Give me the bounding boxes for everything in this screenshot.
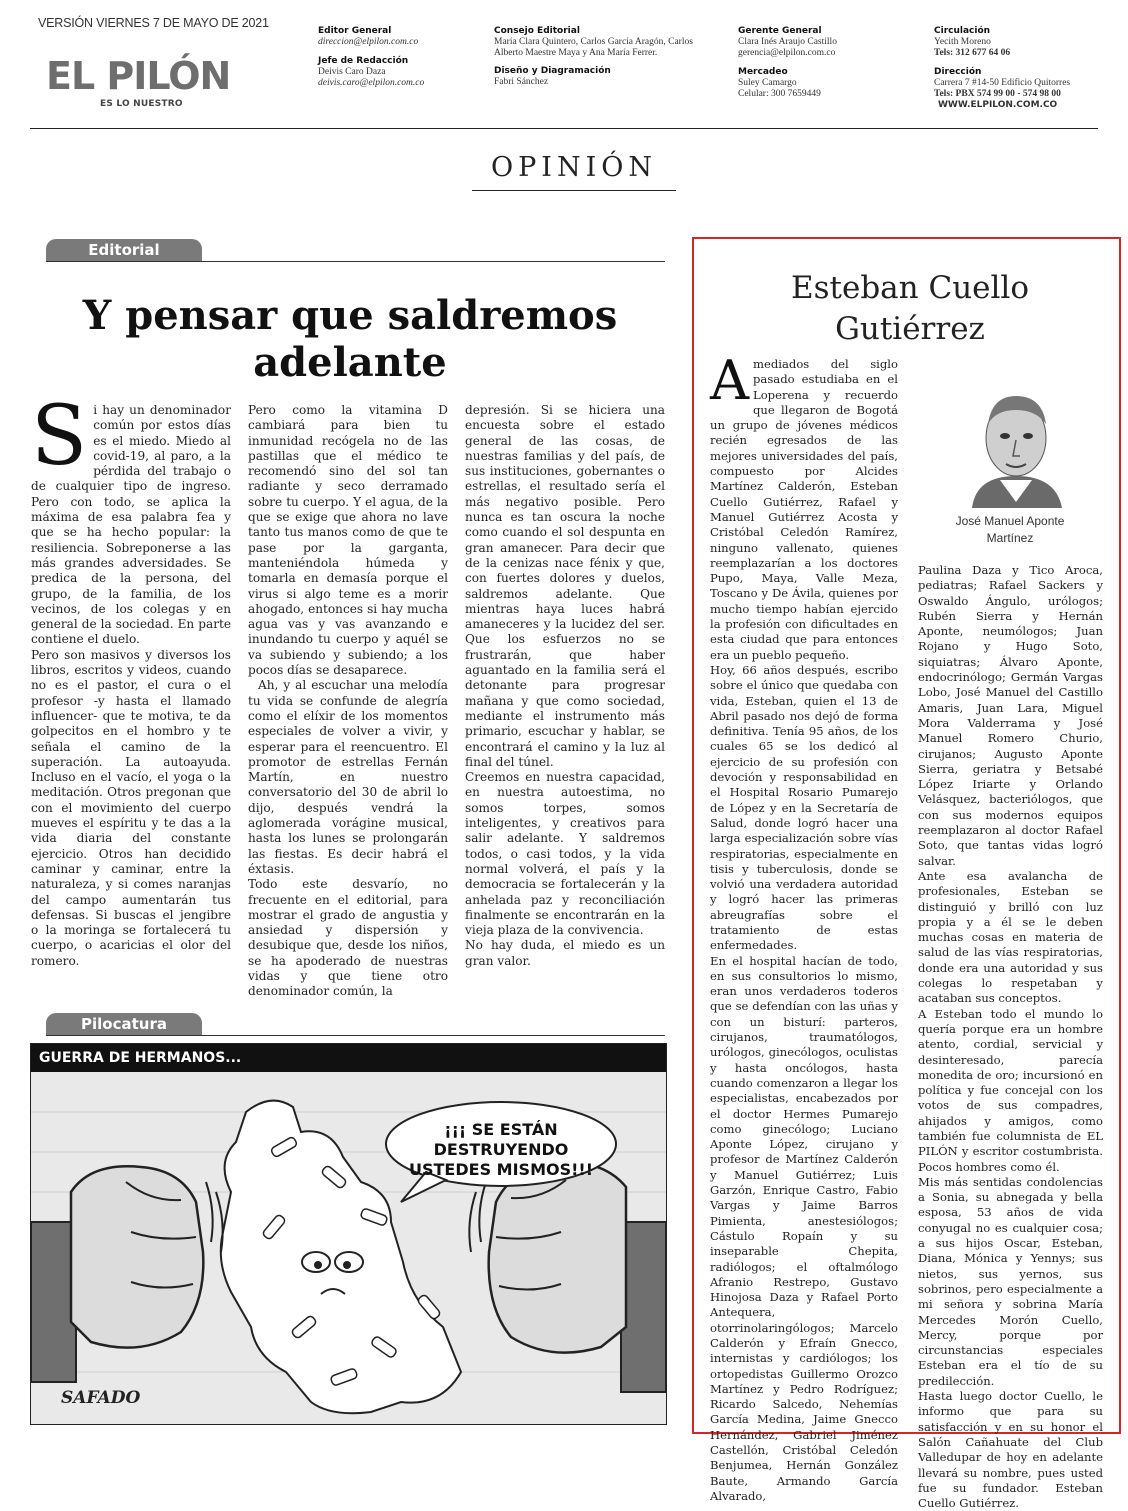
columnist-photo xyxy=(962,384,1070,508)
masthead-editor xyxy=(318,26,478,89)
masthead-direccion-title: Dirección xyxy=(934,67,982,77)
header-divider xyxy=(30,128,1098,129)
editorial-column-1 xyxy=(31,389,231,983)
editorial-column-3 xyxy=(465,403,665,983)
masthead-circulacion xyxy=(934,26,1114,111)
masthead-editor-email[interactable]: direccion@elpilon.com.co xyxy=(318,37,419,47)
newspaper-logo[interactable]: EL PILÓN xyxy=(46,54,231,98)
column-dropcap: A xyxy=(710,349,749,412)
editorial-column-2 xyxy=(248,403,448,999)
column-paragraph: En el hospital hacían de todo, en sus consultorios lo mismo, eran unos verdaderos toderos que se defendían con las uñas y con un bisturí: parteros, cirujanos, traumatólogos, urólogos, ginecólogos, oculistas y hasta oncólogos, hasta cuando comenzaron a llegar los especialistas, encabezados por el doctor Hermes Pumarejo como ginecólogo; Luciano Aponte López, cirujano y profesor de Martínez Calderón y Manuel Gutiérrez; Luis Garzón, Enrique Castro, Fabio Vargas y Jaime Barros Pimienta, anestesiólogos; Cástulo Ropaín y su inseparable Chepita, radiólogos; el oftalmólogo Afranio Restrepo, Gustavo Hinojosa Daza y Rafael Porto Antequera, otorrinolaringólogos; Marcelo Calderón y Efraín Gnecco, internistas y cardiólogos; los ortopedistas Guillermo Orozco Martínez y Pedro Rodríguez; Ricardo Salcedo, Nehemías García Medina, Jaime Gnecco Hernández, Gabriel Jiménez Castellón, Cristóbal Celedón Benjumea, Hernán González Baute, Armando García Alvarado, xyxy=(710,953,898,1503)
masthead-editor-title: Editor General xyxy=(318,26,392,36)
masthead-consejo-names: María Clara Quintero, Carlos García Aragón, Carlos Alberto Maestre Maya y Ana María Ferrer. xyxy=(494,37,693,58)
logo-slogan: ES LO NUESTRO xyxy=(100,99,183,109)
section-title-underline xyxy=(472,190,676,191)
masthead-consejo-title: Consejo Editorial xyxy=(494,26,580,36)
author-line-1: Esteban Cuello xyxy=(790,270,1029,306)
column-author-title xyxy=(700,268,1120,350)
editorial-dropcap: S xyxy=(31,389,88,484)
edition-date: VERSIÓN VIERNES 7 DE MAYO DE 2021 xyxy=(38,16,269,30)
editorial-paragraph: Creemos en nuestra capacidad, en nuestra autoestima, no somos torpes, somos inteligentes, y creativos para salir adelante. Y saldremos todos, o casi todos, y la vida normal volverá, el país y la democracia se fortalecerán y la anhelada paz y reconciliación finalmente se encontrarán en la vieja plaza de la convivencia. xyxy=(465,770,665,938)
column-paragraph: Ante esa avalancha de profesionales, Esteban se distinguió y brilló con luz propia y a él se le deben muchas cosas en materia de salud de las vías respiratorias, donde era una autoridad y sus colegas lo respetaban y acataban sus conceptos. xyxy=(918,868,1103,1006)
editorial-paragraph: Todo este desvarío, no frecuente en el editorial, para mostrar el grado de angustia y ansiedad y dispersión y desubique que, desde los niños, se ha apoderado de nuestras vidas y que tiene otro denominador común, la xyxy=(248,877,448,999)
editorial-rule xyxy=(46,261,665,262)
masthead-gerente-title: Gerente General xyxy=(738,26,822,36)
masthead-circulacion-name: Yecith Moreno xyxy=(934,37,991,47)
column-right-text xyxy=(918,563,1103,1511)
masthead-gerente-email[interactable]: gerencia@elpilon.com.co xyxy=(738,48,836,58)
headline-line-2: adelante xyxy=(253,339,447,386)
masthead-website-link[interactable]: WWW.ELPILON.COM.CO xyxy=(938,100,1058,110)
masthead-redaccion-email[interactable]: deivis.caro@elpilon.com.co xyxy=(318,78,425,88)
editorial-headline xyxy=(40,292,660,386)
masthead-direccion-address: Carrera 7 #14-50 Edificio Quitorres xyxy=(934,78,1071,88)
editorial-paragraph: Pero como la vitamina D cambiará para bien tu inmunidad recógela no de las pastillas que el médico te recomendó sino del sol tan radiante y seco derramado sobre tu cuerpo. Y el agua, de la que se exige que ahora no lave tanto tus manos como de que te pase por la garganta, manteniéndola húmeda y tomarla en demasía porque el virus si algo teme es a morir ahogado, entonces si hay mucha agua vas y vas avanzando e inundando tu cuerpo y aquél se va subiendo y subiendo; a los pocos días se desaparece. xyxy=(248,403,448,678)
column-paragraph: Hoy, 66 años después, escribo sobre el único que quedaba con vida, Esteban, quien el 13 de Abril pasado nos dejó de forma definitiva. Tenía 95 años, de los cuales 65 se los dedicó al ejercicio de su profesión con devoción y responsabilidad en el Hospital Rosario Pumarejo de López y en la Secretaría de Salud, donde logró hacer una larga especialización sobre vías respiratorias, especialmente en tisis y tuberculosis, donde se volvió una verdadera autoridad y logró hacer las primeras abreugrafías sobre el tratamiento de estas enfermedades. xyxy=(710,662,898,953)
editorial-paragraph: depresión. Si se hiciera una encuesta sobre el estado general de las cosas, de nuestras familias y del país, de sus instituciones, gobernantes o estrellas, el resultado sería el más negativo posible. Pero nunca es tan oscura la noche como cuando el sol despunta en gran amanecer. Para decir que de la cenizas nace fénix y que, con fuertes dolores y duelos, saldremos adelante. Que mientras haya luces habrá amaneceres y la lucidez del ser. Que los esfuerzos no se frustrarán, que haber aguantado en la familia será el detonante para progresar mañana y que como sociedad, mediante el instrumento más primario, escuchar y hablar, se encontrará el camino y la luz al final del túnel. xyxy=(465,403,665,769)
pilocatura-rule xyxy=(46,1035,665,1036)
column-paragraph: mediados del siglo pasado estudiaba en el Loperena y recuerdo que llegaron de Bogotá un grupo de jóvenes médicos recién egresados de las mejores universidades del país, compuesto por Alcides Martínez Calderón, Esteban Cuello Gutiérrez, Rafael y Manuel Gutiérrez Acosta y Cristóbal Celedón Ramírez, ninguno vallenato, quienes reemplazarían a los doctores Pupo, Maya, Valle Meza, Toscano y De Ávila, quienes por mucho tiempo habían ejercido la profesión con dificultades en esta ciudad que para entonces era un pueblo pequeño. xyxy=(710,357,898,662)
headline-line-1: Y pensar que saldremos xyxy=(82,292,618,339)
author-line-2: Gutiérrez xyxy=(835,311,985,347)
masthead-consejo xyxy=(494,26,709,88)
cartoonist-signature: SAFADO xyxy=(61,1388,141,1408)
masthead-mercadeo-phone: Celular: 300 7659449 xyxy=(738,89,821,99)
section-title: OPINIÓN xyxy=(490,152,658,183)
cartoon-title: GUERRA DE HERMANOS... xyxy=(31,1044,666,1072)
column-paragraph: Paulina Daza y Tico Aroca, pediatras; Rafael Sackers y Oswaldo Ángulo, urólogos; Rubén Sierra y Hernán Aponte, neumólogos; Juan Rojano y Hugo Soto, siquiatras; Álvaro Aponte, endocrinólogo; Germán Vargas Lobo, José Manuel del Castillo Amaris, Juan Lara, Miguel Mora Valderrama y José Manuel Romero Churio, cirujanos; Augusto Aponte Sierra, geriatra y Betsabé López Iriarte y Orlando Velásquez, bacteriólogos, que con sus modernos equipos reemplazaron al doctor Rafael Soto, que tantas vidas logró salvar. xyxy=(918,563,1103,868)
photo-caption-line-2: Martínez xyxy=(986,531,1034,545)
speech-line-2: USTEDES MISMOS!!! xyxy=(409,1160,593,1179)
masthead-diseno-name: Fabri Sánchez xyxy=(494,77,549,87)
photo-caption xyxy=(920,513,1100,547)
masthead-mercadeo-title: Mercadeo xyxy=(738,67,788,77)
editorial-paragraph: Ah, y al escuchar una melodía tu vida se confunde de alegría como el elíxir de los momentos especiales de volver a vivir, y esperar para el reencuentro. El promotor de estrellas Fernán Martín, en nuestro conversatorio del 30 de abril lo dijo, después vendrá la aglomerada vorágine musical, hasta los lunes se prolongarán las fiestas. Es decir habrá el éxtasis. xyxy=(248,678,448,876)
masthead-redaccion-title: Jefe de Redacción xyxy=(318,56,409,66)
masthead-mercadeo-name: Suley Camargo xyxy=(738,78,797,88)
editorial-paragraph: No hay duda, el miedo es un gran valor. xyxy=(465,938,665,968)
column-paragraph: Mis más sentidas condolencias a Sonia, su abnegada y bella esposa, 53 años de vida conyugal no es cualquier cosa; a sus hijos Oscar, Esteban, Diana, Mónica y Yennys; sus nietos, sus yernos, sus sobrinos, pero especialmente a mi señora y sobrina María Mercedes Morón Cuello, Mercy, porque por circunstancias especiales Esteban era el tío de su predilección. xyxy=(918,1174,1103,1388)
editorial-paragraph: Pero son masivos y diversos los libros, escritos y videos, cuando no es el pastor, el cura o el profesor -y hasta el llamado influencer- que te motiva, te da golpecitos en el hombro y te señala el camino de la superación. La autoayuda. Incluso en el vacío, el yoga o la meditación. Otros pregonan que con el movimiento del cuerpo mueves el espíritu y te das a la vida diaria del constante ejercicio. Otros han decidido caminar y caminar, entre la naturaleza, y si comes naranjas del campo aumentarán tus defensas. Si buscas el jengibre o la moringa se fortalecerá tu cuerpo, o acaricias el olor del romero. xyxy=(31,647,231,968)
masthead-gerente-name: Clara Inés Araujo Castillo xyxy=(738,37,837,47)
editorial-cartoon[interactable] xyxy=(30,1043,667,1425)
column-paragraph: A Esteban todo el mundo lo quería porque era un hombre atento, cordial, servicial y desinteresado, parecía monedita de oro; incursionó en política y fue concejal con los votos de sus compadres, ahijados y amigos, como también fue columnista de EL PILÓN y escritor costumbrista. Pocos hombres como él. xyxy=(918,1006,1103,1174)
speech-bubble-text xyxy=(391,1120,611,1180)
masthead-direccion-phone: Tels: PBX 574 99 00 - 574 98 00 xyxy=(934,89,1061,99)
speech-line-1: ¡¡¡ SE ESTÁN DESTRUYENDO xyxy=(433,1120,569,1159)
masthead-diseno-title: Diseño y Diagramación xyxy=(494,66,611,76)
masthead-redaccion-name: Deivis Caro Daza xyxy=(318,67,386,77)
masthead-gerencia xyxy=(738,26,908,100)
pilocatura-tag: Pilocatura xyxy=(46,1013,202,1035)
editorial-tag: Editorial xyxy=(46,239,202,261)
photo-caption-line-1: José Manuel Aponte xyxy=(955,514,1065,528)
column-paragraph: Hasta luego doctor Cuello, le informo que para su satisfacción y en su honor el Salón Cañahuate del Club Valledupar de hoy en adelante llevará su nombre, pues usted fue su fundador. Esteban Cuello Gutiérrez. xyxy=(918,1389,1103,1511)
column-left-text xyxy=(710,349,898,1503)
masthead-circulacion-phone: Tels: 312 677 64 06 xyxy=(934,48,1011,58)
editorial-paragraph: i hay un denominador común por estos días es el miedo. Miedo al covid-19, al paro, a la pérdida del trabajo o de cualquier tipo de ingreso. Pero con todo, se aplica la máxima de esa palabra fea y que se ha hecho popular: la resiliencia. Sobreponerse a las más grandes adversidades. Se predica de la persona, del grupo, de la familia, de los vecinos, de los colegas y en general de la sociedad. En parte contiene el duelo. xyxy=(31,403,231,647)
masthead-circulacion-title: Circulación xyxy=(934,26,991,36)
